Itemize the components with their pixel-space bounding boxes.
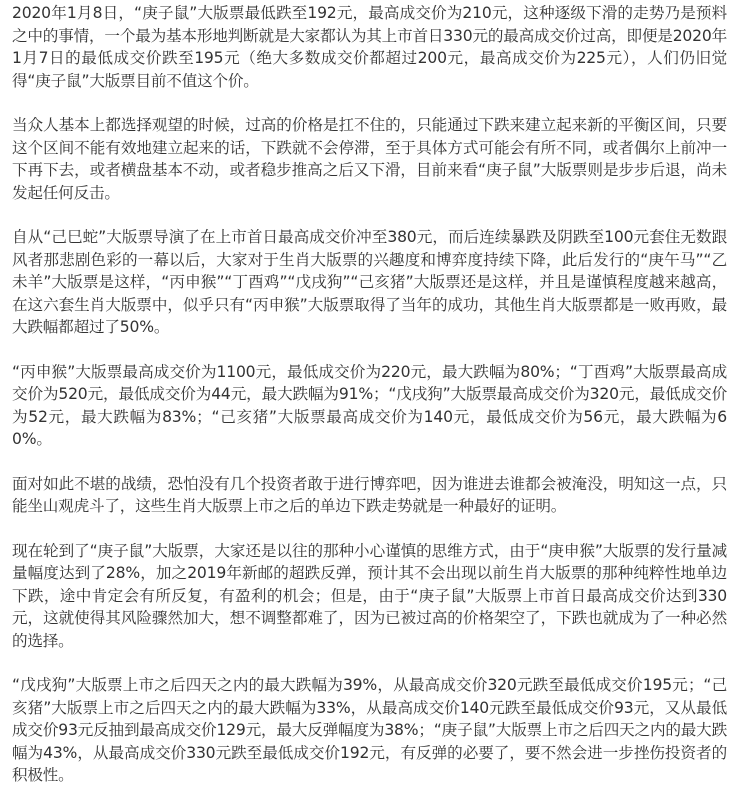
paragraph-4: “丙申猴”大版票最高成交价为1100元，最低成交价为220元，最大跌幅为80%；“丁酉鸡”大版票最高成交价为520元，最低成交价为44元，最大跌幅为91%；“戊戌狗”大版票最高成交价为320元，最低成交价为52元，最大跌幅为83%；“己亥猪”大版票最高成交价为140元，最低成交价为56元，最大跌幅为60%。 <box>12 362 727 448</box>
paragraph-3: 自从“己巳蛇”大版票导演了在上市首日最高成交价冲至380元，而后连续暴跌及阴跌至100元套住无数跟风者那悲剧色彩的一幕以后，大家对于生肖大版票的兴趣度和博弈度持续下降，此后发行的“庚午马”“乙未羊”大版票是这样，“丙申猴”“丁酉鸡”“戊戌狗”“己亥猪”大版票还是这样，并且是谨慎程度越来越高，在这六套生肖大版票中，似乎只有“丙申猴”大版票取得了当年的成功，其他生肖大版票都是一败再败，最大跌幅都超过了50%。 <box>12 228 727 336</box>
paragraph-1: 2020年1月8日，“庚子鼠”大版票最低跌至192元，最高成交价为210元，这种逐级下滑的走势乃是预料之中的事情，一个最为基本形地判断就是大家都认为其上市首日330元的最高成交价过高，即便是2020年1月7日的最低成交价跌至195元（绝大多数成交价都超过200元，最高成交价为225元），人们仍旧觉得“庚子鼠”大版票目前不值这个价。 <box>12 4 727 90</box>
paragraph-2: 当众人基本上都选择观望的时候，过高的价格是扛不住的，只能通过下跌来建立起来新的平衡区间，只要这个区间不能有效地建立起来的话，下跌就不会停滞，至于具体方式可能会有所不同，或者偶尔上前冲一下再下去，或者横盘基本不动，或者稳步推高之后又下滑，目前来看“庚子鼠”大版票则是步步后退，尚未发起任何反击。 <box>12 116 727 202</box>
article-body <box>12 2 727 809</box>
paragraph-7: “戊戌狗”大版票上市之后四天之内的最大跌幅为39%，从最高成交价320元跌至最低成交价195元；“己亥猪”大版票上市之后四天之内的最大跌幅为33%，从最高成交价140元跌至最低成交价93元，又从最低成交价93元反抽到最高成交价129元，最大反弹幅度为38%；“庚子鼠”大版票上市之后四天之内的最大跌幅为43%，从最高成交价330元跌至最低成交价192元，有反弹的必要了，要不然会进一步挫伤投资者的积极性。 <box>12 676 727 784</box>
paragraph-5: 面对如此不堪的战绩，恐怕没有几个投资者敢于进行博弈吧，因为谁进去谁都会被淹没，明知这一点，只能坐山观虎斗了，这些生肖大版票上市之后的单边下跌走势就是一种最好的证明。 <box>12 474 727 515</box>
paragraph-6: 现在轮到了“庚子鼠”大版票，大家还是以往的那种小心谨慎的思维方式，由于“庚申猴”大版票的发行量减量幅度达到了28%，加之2019年新邮的超跌反弹，预计其不会出现以前生肖大版票的那种纯粹性地单边下跌，途中肯定会有所反复，有盈利的机会；但是，由于“庚子鼠”大版票上市首日最高成交价达到330元，这就使得其风险骤然加大，想不调整都难了，因为已被过高的价格架空了，下跌也就成为了一种必然的选择。 <box>12 541 727 650</box>
